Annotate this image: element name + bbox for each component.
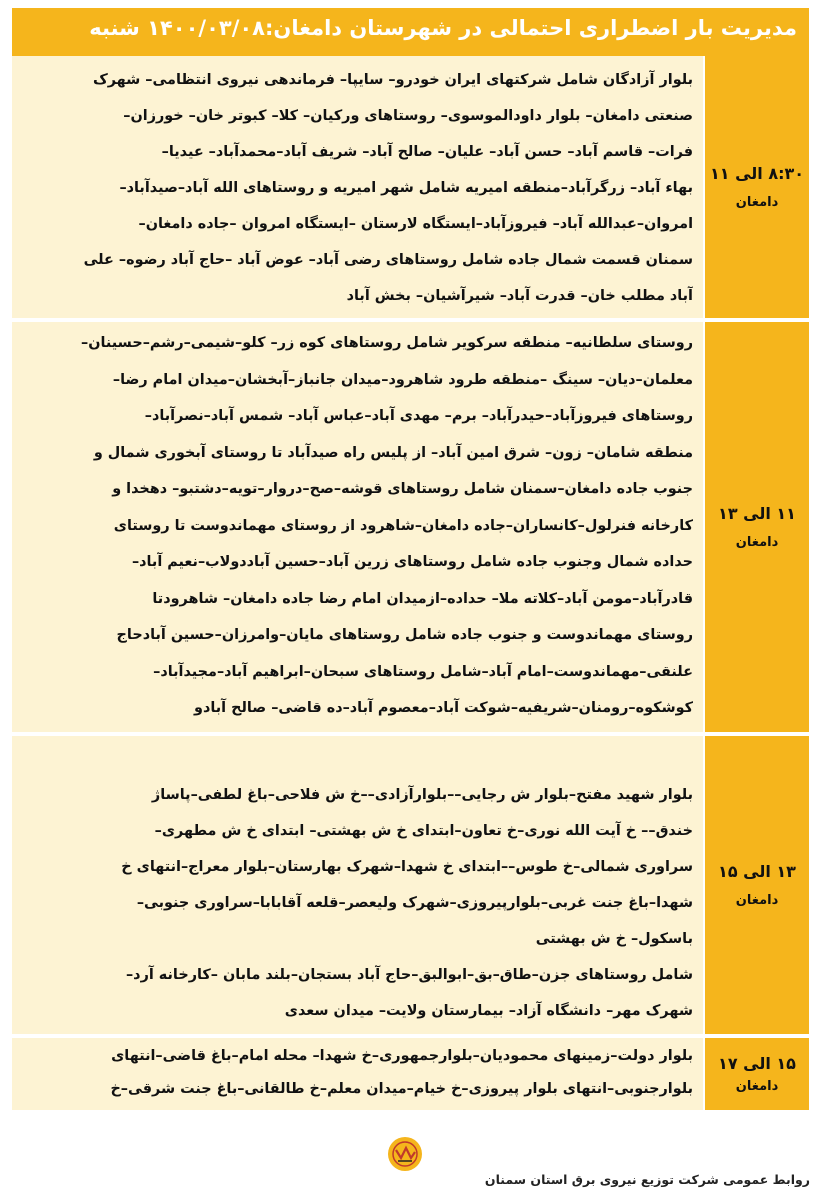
schedule-row [12,1038,809,1110]
footer-organization: روابط عمومی شرکت توزیع نیروی برق استان سمنان [484,1172,810,1187]
area-list [12,736,703,1034]
page-title: مدیریت بار اضطراری احتمالی در شهرستان دامغان:۱۴۰۰/۰۳/۰۸ شنبه [12,8,809,56]
area-line [22,741,693,777]
area-line: بلوارجنوبی–انتهای بلوار پیروزی–خ خیام–میدان معلم–خ طالقانی–باغ جنت شرقی–خ [110,1081,693,1097]
area-line: جنوب جاده دامغان–سمنان شامل روستاهای قوشه–صح–دروار–تویه–دشتبو– دهخدا و [112,481,693,497]
area-line: باسکول– خ ش بهشتی [535,931,693,947]
time-slot-cell [705,322,809,732]
time-slot-cell [705,1038,809,1110]
city-label: دامغان [735,893,779,908]
time-slot: ۱۱ الی ۱۳ [718,504,796,523]
area-line: بلوار دولت–زمینهای محمودیان–بلوارجمهوری–خ شهدا– محله امام–باغ قاضی–انتهای [111,1048,693,1064]
area-line: کارخانه فنرلول–کانساران–جاده دامغان–شاهرود از روستای مهماندوست تا روستای [113,517,693,534]
time-slot: ۱۳ الی ۱۵ [718,862,796,881]
area-line: بلوار شهید مفتح–بلوار ش رجایی––بلوارآزادی––خ ش فلاحی–باغ لطفی–پاساژ [151,787,693,803]
area-line: روستاهای فیروزآباد–حیدرآباد– برم– مهدی آباد–عباس آباد– شمس آباد–نصرآباد– [144,408,693,424]
schedule-row [12,736,809,1034]
lightning-bolt-icon [392,1141,418,1167]
city-label: دامغان [735,195,779,210]
city-label: دامغان [735,1079,779,1094]
electricity-company-logo-icon [388,1137,422,1171]
area-line: روستای سلطانیه– منطقه سرکویر شامل روستاهای کوه زر– کلو–شیمی–رشم–حسینان– [81,335,693,351]
area-line: حداده شمال وجنوب جاده شامل روستاهای زرین آباد–حسین آباددولاب–نعیم آباد– [131,554,693,570]
area-line: منطقه شامان– زون– شرق امین آباد– از پلیس راه صیدآباد تا روستای آبخوری شمال و [93,444,693,461]
area-line: شهرک مهر– دانشگاه آزاد– بیمارستان ولایت– میدان سعدی [284,1003,693,1019]
area-line: امروان–عبدالله آباد– فیروزآباد–ایستگاه لارستان –ایستگاه امروان –جاده دامغان– [138,216,693,232]
area-line: شامل روستاهای جزن–طاق–بق–ابوالبق–حاج آباد بستجان–بلند مابان –کارخانه آرد– [125,967,693,983]
area-line: بلوار آزادگان شامل شرکتهای ایران خودرو– سایپا– فرماندهی نیروی انتظامی– شهرک [92,72,693,88]
area-list [12,1038,703,1110]
schedule-row [12,322,809,732]
area-line: سراوری شمالی–خ طوس––ابتدای خ شهدا–شهرک بهارستان–بلوار معراج–انتهای خ [121,859,693,875]
area-line: سمنان قسمت شمال جاده شامل روستاهای رضی آباد– عوض آباد –حاج آباد رضوه– علی [83,252,693,268]
area-line: قادرآباد–مومن آباد–کلاته ملا– حداده–ازمیدان امام رضا جاده دامغان– شاهرودتا [152,590,693,607]
area-line: روستای مهماندوست و جنوب جاده شامل روستاهای مایان–وامرزان–حسین آبادحاج [116,627,693,643]
time-slot: ۸:۳۰ الی ۱۱ [709,164,805,183]
area-list [12,322,703,732]
area-line: معلمان–دیان– سینگ –منطقه طرود شاهرود–میدان جانباز–آبخشان–میدان امام رضا– [112,371,693,388]
area-line: بهاء آباد– زرگرآباد–منطقه امیریه شامل شهر امیریه و روستاهای الله آباد–صیدآباد– [119,180,693,196]
area-list [12,56,703,318]
time-slot-cell [705,736,809,1034]
area-line: فرات– قاسم آباد– حسن آباد– علیان– صالح آباد– شریف آباد–محمدآباد– عیدیا– [161,144,693,160]
time-slot-cell [705,56,809,318]
area-line: خندق–– خ آیت الله نوری–خ تعاون–ابتدای خ ش بهشتی– ابتدای خ ش مطهری– [154,823,693,839]
area-line: آباد مطلب خان– قدرت آباد– شیرآشیان– بخش آباد [346,288,693,304]
city-label: دامغان [735,535,779,550]
schedule-row [12,56,809,318]
area-line: شهدا–باغ جنت غربی–بلوارپیروزی–شهرک ولیعصر–قلعه آقابابا–سراوری جنوبی– [136,895,693,911]
area-line: کوشکوه–رومنان–شریفیه–شوکت آباد–معصوم آباد–ده قاضی– صالح آبادو [194,700,693,716]
area-line: علنقی–مهماندوست–امام آباد–شامل روستاهای سبحان–ابراهیم آباد–مجیدآباد– [153,663,693,680]
time-slot: ۱۵ الی ۱۷ [718,1054,796,1073]
area-line: صنعتی دامغان– بلوار داودالموسوی– روستاهای ورکیان– کلا– کبوتر خان– خورزان– [123,108,693,124]
